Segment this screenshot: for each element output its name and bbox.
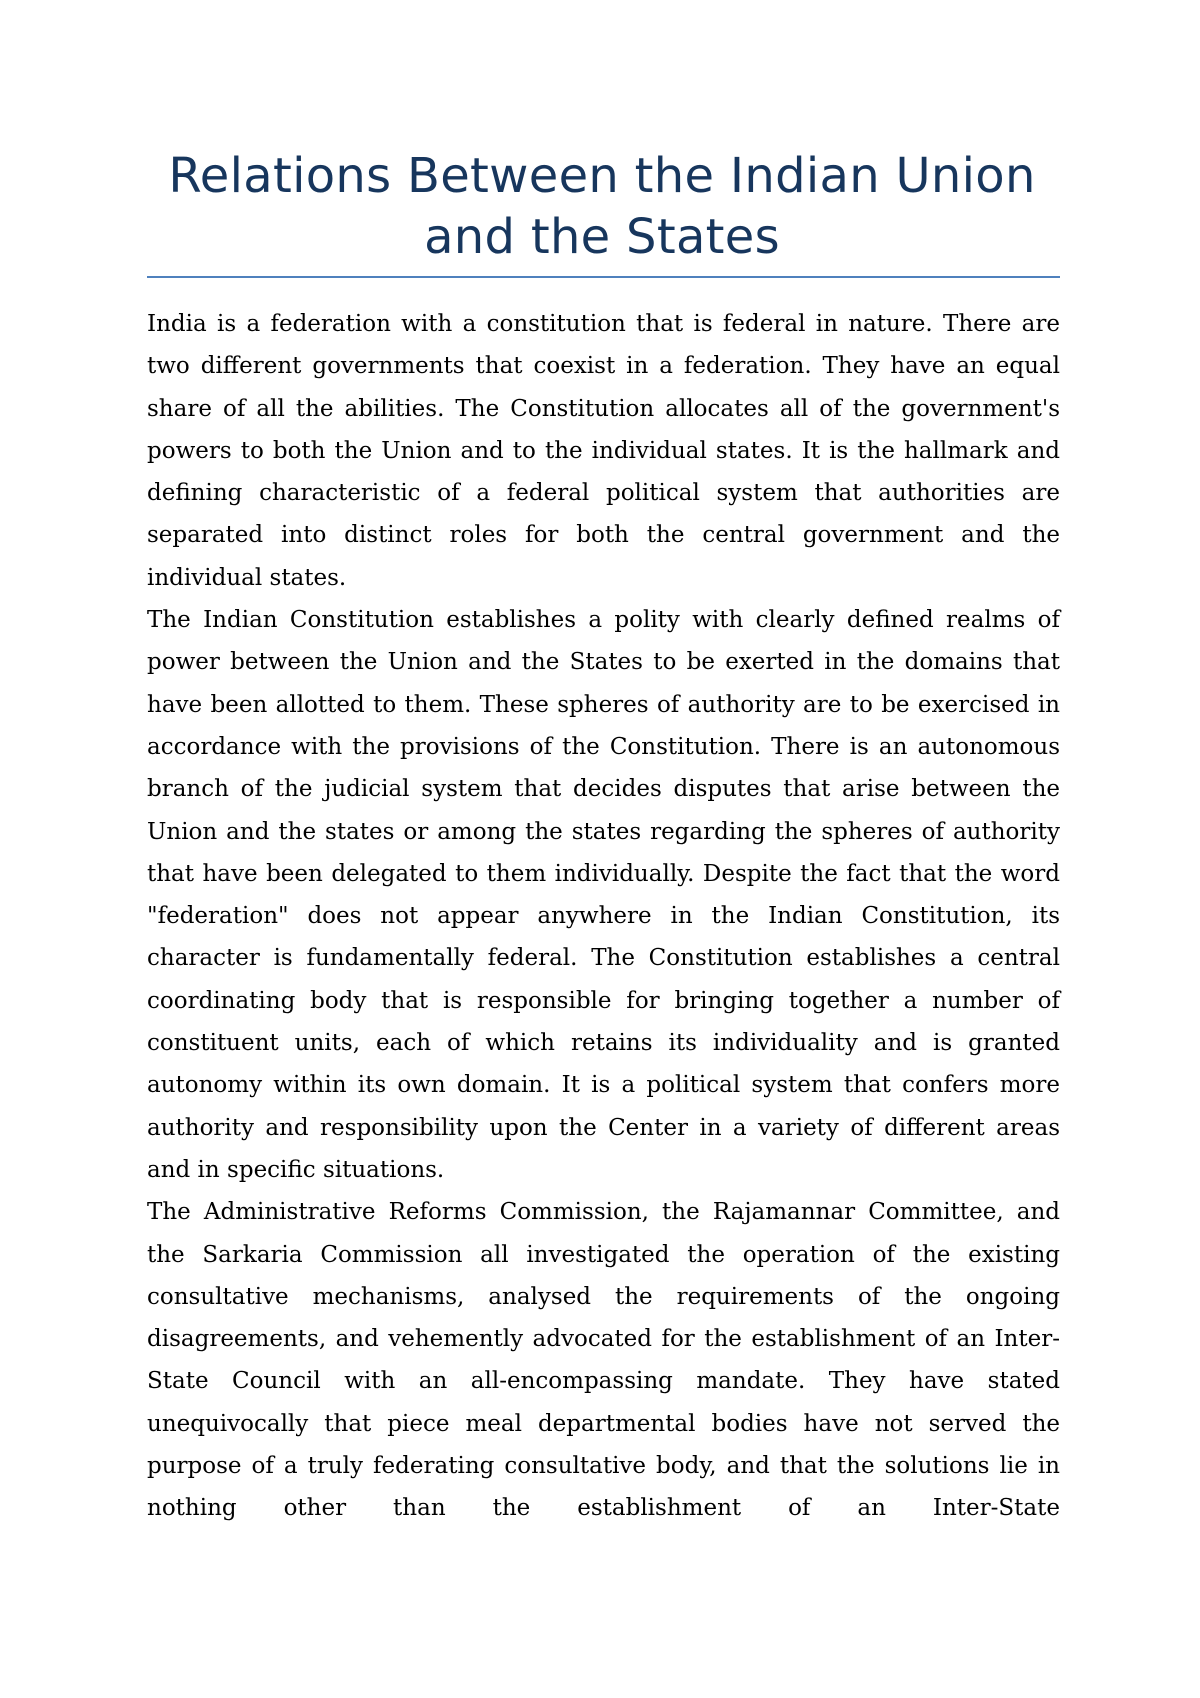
body-paragraph: India is a federation with a constitution that is federal in nature. There are two different governments that coexist in a federation. They have an equal share of all the abilities. The Constitution allocates all of the government's powers to both the Union and to the individual states. It is the hallmark and defining characteristic of a federal political system that authorities are separated into distinct roles for both the central government and the individual states. bbox=[147, 311, 1060, 591]
document-title: Relations Between the Indian Union and the States bbox=[168, 148, 1036, 265]
title-underline-divider bbox=[147, 276, 1060, 278]
document-body bbox=[147, 303, 1060, 1530]
body-paragraph: The Indian Constitution establishes a polity with clearly defined realms of power between the Union and the States to be exerted in the domains that have been allotted to them. These spheres of authority are to be exercised in accordance with the provisions of the Constitution. There is an autonomous branch of the judicial system that decides disputes that arise between the Union and the states or among the states regarding the spheres of authority that have been delegated to them individually. Despite the fact that the word "federation" does not appear anywhere in the Indian Constitution, its character is fundamentally federal. The Constitution establishes a central coordinating body that is responsible for bringing together a number of constituent units, each of which retains its individuality and is granted autonomy within its own domain. It is a political system that confers more authority and responsibility upon the Center in a variety of different areas and in specific situations. bbox=[147, 607, 1060, 1183]
body-paragraph: The Administrative Reforms Commission, the Rajamannar Committee, and the Sarkaria Commission all investigated the operation of the existing consultative mechanisms, analysed the requirements of the ongoing disagreements, and vehemently advocated for the establishment of an Inter-State Council with an all-encompassing mandate. They have stated unequivocally that piece meal departmental bodies have not served the purpose of a truly federating consultative body, and that the solutions lie in nothing other than the establishment of an Inter-State bbox=[147, 1199, 1060, 1522]
